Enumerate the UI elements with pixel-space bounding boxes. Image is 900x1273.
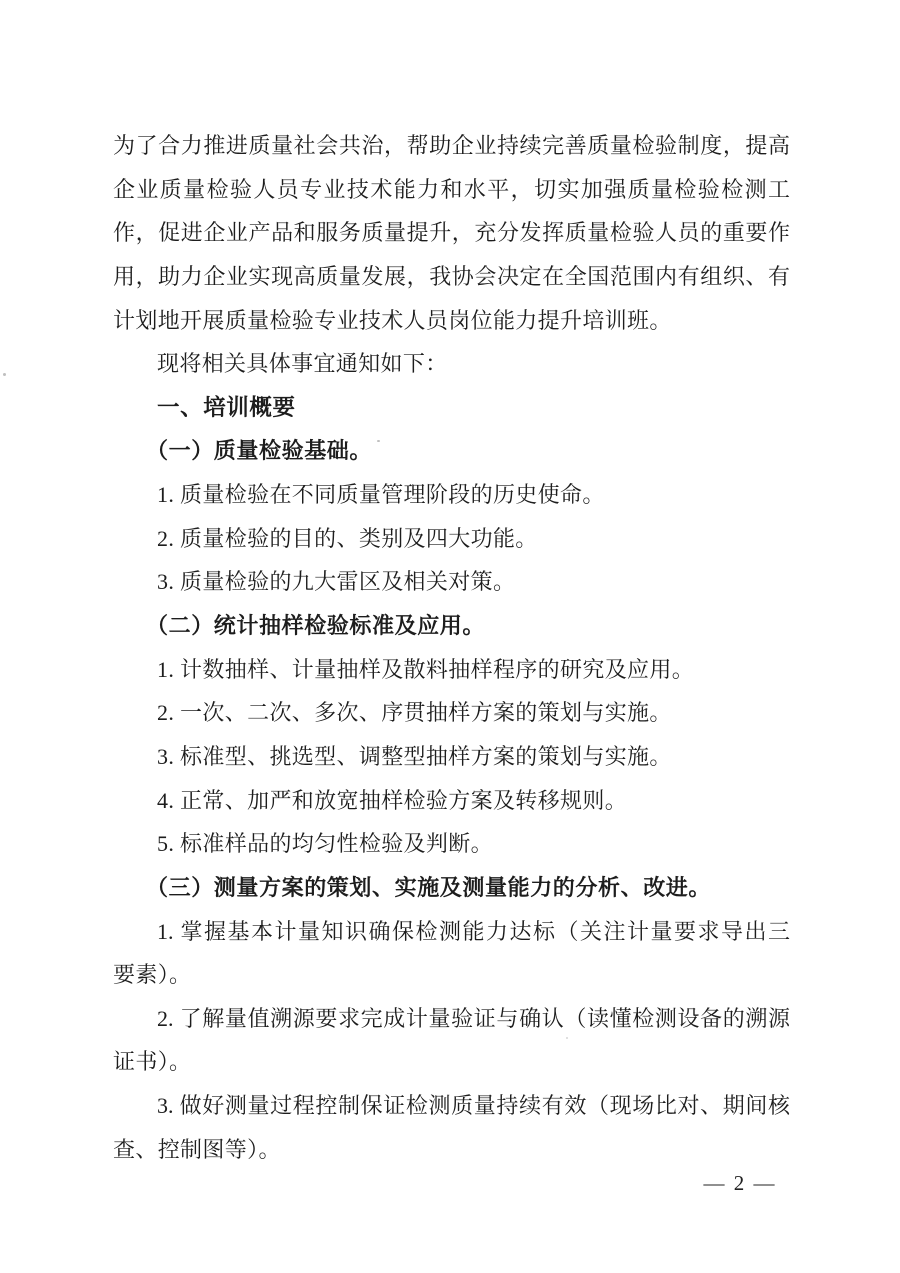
list-item: 2. 一次、二次、多次、序贯抽样方案的策划与实施。 — [157, 700, 672, 726]
scan-speck — [3, 373, 6, 376]
list-item: 2. 了解量值溯源要求完成计量验证与确认（读懂检测设备的溯源 — [157, 1005, 790, 1031]
notice-intro-line: 现将相关具体事宜通知如下： — [157, 351, 448, 377]
paragraph-line: 企业质量检验人员专业技术能力和水平，切实加强质量检验检测工 — [113, 176, 790, 202]
list-item: 5. 标准样品的均匀性检验及判断。 — [157, 831, 493, 857]
paragraph-line: 计划地开展质量检验专业技术人员岗位能力提升培训班。 — [113, 307, 672, 333]
list-item-continuation: 证书）。 — [113, 1049, 192, 1075]
page-number: — 2 — — [703, 1171, 777, 1195]
list-item: 3. 做好测量过程控制保证检测质量持续有效（现场比对、期间核 — [157, 1093, 790, 1119]
paragraph-line: 用，助力企业实现高质量发展，我协会决定在全国范围内有组织、有 — [113, 263, 790, 289]
section-title: 一、培训概要 — [157, 394, 296, 420]
list-item: 1. 掌握基本计量知识确保检测能力达标（关注计量要求导出三 — [157, 918, 790, 944]
subsection-heading: （一）质量检验基础。 — [146, 438, 373, 464]
list-item: 3. 标准型、挑选型、调整型抽样方案的策划与实施。 — [157, 743, 672, 769]
list-item-continuation: 查、控制图等）。 — [113, 1136, 281, 1162]
list-item: 4. 正常、加严和放宽抽样检验方案及转移规则。 — [157, 787, 628, 813]
list-item-continuation: 要素）。 — [113, 962, 192, 988]
list-item: 1. 质量检验在不同质量管理阶段的历史使命。 — [157, 482, 605, 508]
scan-speck — [377, 440, 380, 442]
list-item: 3. 质量检验的九大雷区及相关对策。 — [157, 569, 516, 595]
paragraph-line: 作，促进企业产品和服务质量提升，充分发挥质量检验人员的重要作 — [113, 220, 790, 246]
subsection-heading: （三）测量方案的策划、实施及测量能力的分析、改进。 — [146, 874, 712, 900]
scan-speck — [566, 1037, 568, 1039]
paragraph-line: 为了合力推进质量社会共治，帮助企业持续完善质量检验制度，提高 — [113, 133, 790, 158]
list-item: 2. 质量检验的目的、类别及四大功能。 — [157, 525, 538, 551]
list-item: 1. 计数抽样、计量抽样及散料抽样程序的研究及应用。 — [157, 656, 695, 682]
document-body — [113, 124, 790, 1171]
subsection-heading: （二）统计抽样检验标准及应用。 — [146, 613, 486, 639]
